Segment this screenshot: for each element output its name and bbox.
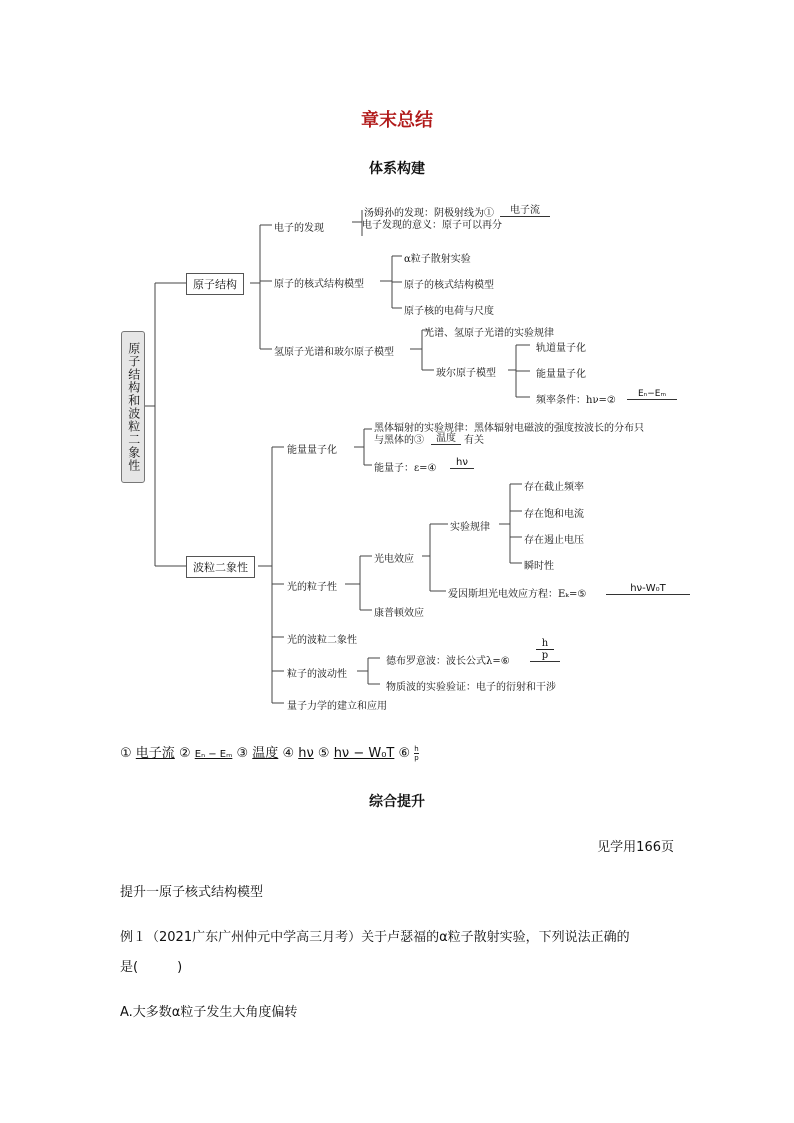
node-particle-wave: 粒子的波动性 (287, 669, 347, 680)
node-particle-nature: 光的粒子性 (287, 582, 337, 593)
node-compton: 康普顿效应 (374, 608, 424, 619)
node-alpha-scattering: α粒子散射实验 (404, 254, 471, 265)
node-stopping-voltage: 存在遏止电压 (524, 535, 584, 546)
ans-1-num: ① (120, 746, 132, 761)
node-nuclear-structure: 原子的核式结构模型 (404, 280, 494, 291)
node-blackbody-end: 有关 (464, 435, 484, 446)
node-freq-condition: 频率条件：hν=② (536, 395, 616, 406)
node-photoelectric: 光电效应 (374, 554, 414, 565)
node-blackbody-a: 黑体辐射的实验规律：黑体辐射电磁波的强度按波长的分布只 (374, 423, 644, 434)
node-electron-significance: 电子发现的意义：原子可以再分 (362, 220, 502, 231)
ans-1: 电子流 (135, 746, 175, 761)
node-instant: 瞬时性 (524, 561, 554, 572)
ans-2-num: ② (178, 746, 191, 761)
page-reference: 见学用166页 (597, 840, 674, 855)
node-matter-wave: 物质波的实验验证：电子的衍射和干涉 (386, 682, 556, 693)
node-exp-laws: 实验规律 (450, 522, 490, 533)
example-1-stem: 例１（2021广东广州仲元中学高三月考）关于卢瑟福的α粒子散射实验，下列说法正确的 (120, 930, 630, 945)
example-1-stem-cont: 是( ) (120, 960, 183, 975)
node-orbit-quant: 轨道量子化 (536, 343, 586, 354)
node-energy-quant: 能量量子化 (536, 369, 586, 380)
root-node: 原子结构和波粒二象性 (121, 331, 145, 483)
node-electron-discovery: 电子的发现 (274, 223, 324, 234)
section-heading-improve: 综合提升 (369, 794, 425, 810)
ans-3: 温度 (252, 746, 279, 761)
ans-6-num-val: h (414, 745, 419, 753)
blank-3: 温度 (431, 429, 461, 445)
answer-key (120, 742, 419, 762)
node-nuclear-model: 原子的核式结构模型 (274, 279, 364, 290)
branch-atomic-structure: 原子结构 (186, 273, 244, 295)
node-hydrogen-bohr: 氢原子光谱和玻尔原子模型 (274, 347, 394, 358)
ans-2: Eₙ − Eₘ (194, 749, 233, 760)
page-title: 章末总结 (361, 110, 433, 131)
ans-6-frac (414, 745, 418, 762)
ans-4: hν (298, 746, 314, 761)
node-cutoff-freq: 存在截止频率 (524, 482, 584, 493)
node-quantum-mechanics: 量子力学的建立和应用 (287, 701, 387, 712)
ans-4-num: ④ (282, 746, 295, 761)
node-de-broglie: 德布罗意波：波长公式λ=⑥ (386, 656, 510, 667)
ans-3-num: ③ (236, 746, 249, 761)
blank-5: hν-W₀T (606, 583, 690, 595)
node-bohr-model: 玻尔原子模型 (436, 368, 496, 379)
node-wave-particle-light: 光的波粒二象性 (287, 635, 357, 646)
node-spectra: 光谱、氢原子光谱的实验规律 (424, 328, 554, 339)
node-blackbody-b: 与黑体的③ (374, 435, 424, 446)
frac-den: p (541, 650, 549, 661)
ans-5: hν − W₀T (333, 746, 395, 761)
node-thomson: 汤姆孙的发现：阴极射线为① (364, 208, 494, 219)
blank-2: Eₙ−Eₘ (627, 389, 677, 400)
blank-6 (530, 638, 560, 662)
node-quantum: 能量子：ε=④ (374, 463, 437, 474)
option-a: A.大多数α粒子发生大角度偏转 (120, 1005, 298, 1020)
section-heading-structure: 体系构建 (369, 161, 425, 177)
node-nucleus-charge: 原子核的电荷与尺度 (404, 306, 494, 317)
frac-num: h (536, 638, 554, 650)
node-energy-quantization: 能量量子化 (287, 445, 337, 456)
ans-5-num: ⑤ (317, 746, 330, 761)
ans-6-num: ⑥ (398, 746, 411, 761)
topic-heading: 提升一原子核式结构模型 (120, 885, 264, 900)
blank-4: hν (450, 457, 474, 469)
blank-1: 电子流 (500, 201, 550, 217)
node-einstein: 爱因斯坦光电效应方程：Eₖ=⑤ (448, 589, 587, 600)
node-saturation: 存在饱和电流 (524, 509, 584, 520)
ans-6-den-val: p (414, 754, 419, 762)
branch-wave-particle: 波粒二象性 (186, 556, 255, 578)
